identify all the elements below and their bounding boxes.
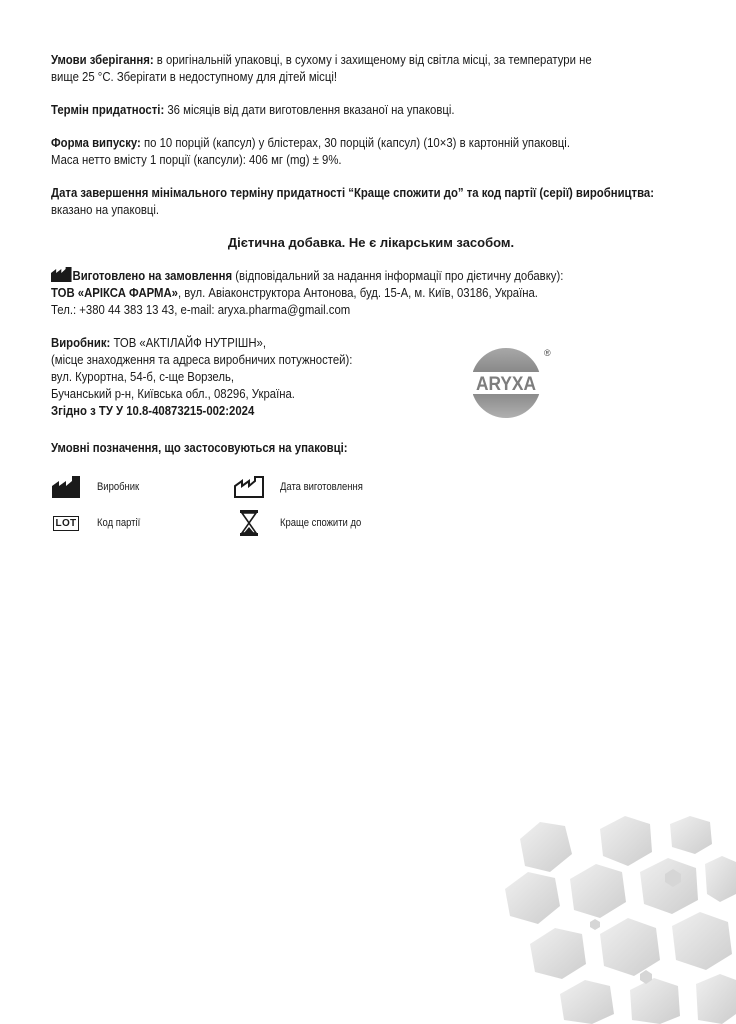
legend-item-manufacturer (51, 475, 146, 499)
manufacture-date-icon (234, 475, 264, 499)
company-contacts: Тел.: +380 44 383 13 43, e-mail: aryxa.pharma@gmail.com (51, 302, 351, 317)
lot-icon (51, 511, 81, 535)
legend-title: Умовні позначення, що застосовуються на упаковці: (51, 440, 348, 455)
shelf-life-section (51, 101, 691, 118)
legend-grid (51, 475, 451, 535)
ordered-by-label: Виготовлено на замовлення (72, 268, 233, 283)
legend-label: Краще спожити до (280, 517, 362, 529)
release-form-mass: Маса нетто вмісту 1 порції (капсули): 406 мг (mg) ± 9%. (51, 152, 342, 167)
best-before-label: Дата завершення мінімального терміну придатності “Краще спожити до” та код партії (серії) виробництва: (51, 185, 655, 200)
release-form-section (51, 134, 691, 168)
legend-item-best-before (234, 511, 374, 535)
hourglass-icon (234, 511, 264, 535)
release-form-label: Форма випуску: (51, 135, 141, 150)
storage-label: Умови зберігання: (51, 52, 154, 67)
legend-label: Виробник (97, 481, 140, 493)
company-name: ТОВ «АРІКСА ФАРМА» (51, 285, 178, 300)
ordered-by-text: (відповідальний за надання інформації про дієтичну добавку): (232, 268, 564, 283)
factory-icon (51, 475, 81, 499)
factory-icon (51, 267, 72, 282)
manufacturer-section (51, 334, 691, 419)
ordered-by-section (51, 267, 691, 318)
hexagon-pattern (500, 814, 736, 1024)
aryxa-logo (473, 345, 553, 421)
logo-text: ARYXA (476, 374, 537, 395)
best-before-text: вказано на упаковці. (51, 202, 160, 217)
storage-section (51, 51, 691, 85)
storage-text-1: в оригінальній упаковці, в сухому і захищеному від світла місці, за температури не (153, 52, 592, 67)
lot-symbol: LOT (53, 516, 80, 531)
manufacturer-standard: Згідно з ТУ У 10.8-40873215-002:2024 (51, 403, 255, 418)
legend-label: Дата виготовлення (280, 481, 363, 493)
shelf-life-text: 36 місяців від дати виготовлення вказаної на упаковці. (164, 102, 455, 117)
legend-item-manufacture-date (234, 475, 376, 499)
manufacturer-note: (місце знаходження та адреса виробничих потужностей): (51, 352, 353, 367)
legend-item-lot (51, 511, 147, 535)
storage-text-2: вище 25 °С. Зберігати в недоступному для дітей місці! (51, 69, 338, 84)
manufacturer-name: ТОВ «АКТІЛАЙФ НУТРІШН», (110, 335, 266, 350)
shelf-life-label: Термін придатності: (51, 102, 165, 117)
manufacturer-label: Виробник: (51, 335, 111, 350)
company-address: , вул. Авіаконструктора Антонова, буд. 15-А, м. Київ, 03186, Україна. (177, 285, 538, 300)
release-form-text: по 10 порцій (капсул) у блістерах, 30 порцій (капсул) (10×3) в картонній упаковці. (140, 135, 570, 150)
supplement-notice: Дієтична добавка. Не є лікарським засобом. (227, 235, 515, 250)
manufacturer-address-1: вул. Курортна, 54-б, с-ще Ворзель, (51, 369, 235, 384)
legend-label: Код партії (97, 517, 141, 529)
leaflet-page (51, 51, 691, 529)
best-before-section (51, 184, 691, 218)
registered-mark: ® (544, 348, 551, 358)
manufacturer-address-2: Бучанський р-н, Київська обл., 08296, Україна. (51, 386, 295, 401)
